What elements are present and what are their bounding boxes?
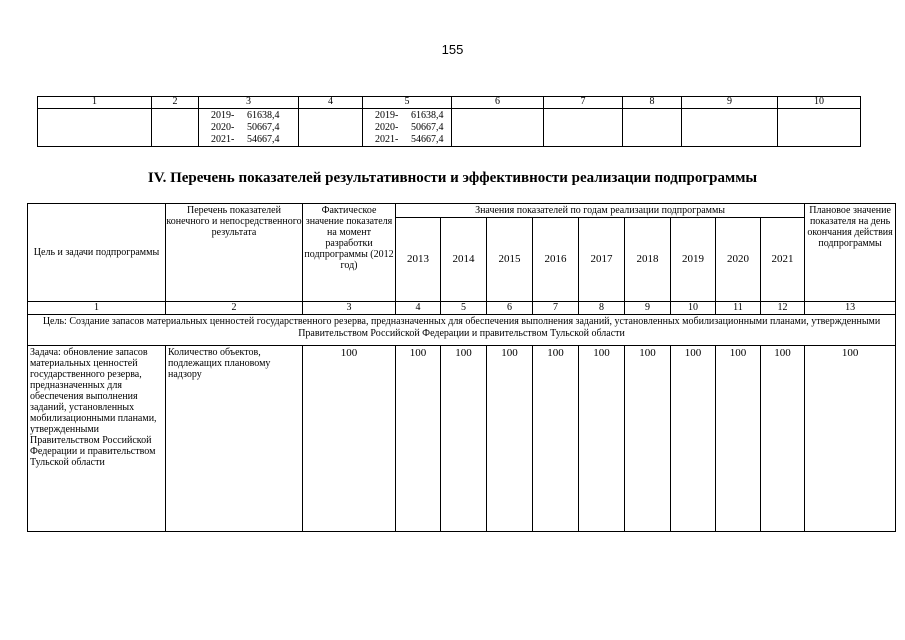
continuation-data-row xyxy=(38,109,861,147)
col-number: 4 xyxy=(299,97,363,109)
funding-line: 2021- 54667,4 xyxy=(211,134,280,145)
cell-empty xyxy=(38,109,152,147)
header-values-by-year: Значения показателей по годам реализации подпрограммы xyxy=(396,204,805,218)
col-number: 12 xyxy=(761,302,805,315)
section-title: IV. Перечень показателей результативности и эффективности реализации подпрограммы xyxy=(147,170,758,186)
col-number: 6 xyxy=(452,97,544,109)
col-number: 7 xyxy=(544,97,623,109)
funding-values-col3 xyxy=(199,109,299,147)
year-value: 100 xyxy=(579,346,625,532)
year-header: 2013 xyxy=(396,218,441,302)
cell-empty xyxy=(152,109,199,147)
funding-line: 2019- 61638,4 xyxy=(211,110,280,121)
header-goal: Цель и задачи подпрограммы xyxy=(28,204,166,302)
actual-value: 100 xyxy=(303,346,396,532)
header-row xyxy=(28,204,896,218)
year-value: 100 xyxy=(396,346,441,532)
col-number: 5 xyxy=(441,302,487,315)
cell-empty xyxy=(452,109,544,147)
header-actual-value: Фактическое значение показателя на момент разработки подпрограммы (2012 год) xyxy=(303,204,396,302)
col-number: 4 xyxy=(396,302,441,315)
year-header: 2015 xyxy=(487,218,533,302)
cell-empty xyxy=(623,109,682,147)
col-number: 1 xyxy=(38,97,152,109)
task-row xyxy=(28,346,896,532)
year-header: 2014 xyxy=(441,218,487,302)
continuation-header-row xyxy=(38,97,861,109)
year-header: 2016 xyxy=(533,218,579,302)
col-number: 10 xyxy=(671,302,716,315)
year-header: 2020 xyxy=(716,218,761,302)
col-number: 10 xyxy=(778,97,861,109)
year-value: 100 xyxy=(533,346,579,532)
goal-text: Цель: Создание запасов материальных ценностей государственного резерва, предназначенных для обеспечения выполнения заданий, установленных мобилизационными планами, утвержденными Правительством Российской Федерации и правительством Тульской области xyxy=(28,315,896,346)
goal-row xyxy=(28,315,896,346)
col-number: 1 xyxy=(28,302,166,315)
year-value: 100 xyxy=(761,346,805,532)
indicator-text: Количество объектов, подлежащих плановому надзору xyxy=(166,346,303,532)
col-number: 11 xyxy=(716,302,761,315)
header-planned-value: Плановое значение показателя на день окончания действия подпрограммы xyxy=(805,204,896,302)
task-text: Задача: обновление запасов материальных ценностей государственного резерва, предназначенных для обеспечения выполнения заданий, установленных мобилизационными планами, утвержденными Правительством Российской Федерации и правительством Тульской области xyxy=(28,346,166,532)
col-number: 8 xyxy=(579,302,625,315)
cell-empty xyxy=(299,109,363,147)
cell-empty xyxy=(682,109,778,147)
year-header: 2017 xyxy=(579,218,625,302)
continuation-table xyxy=(37,96,861,147)
page-number: 155 xyxy=(441,42,464,57)
year-header: 2018 xyxy=(625,218,671,302)
year-value: 100 xyxy=(716,346,761,532)
funding-line: 2021- 54667,4 xyxy=(375,134,444,145)
col-number: 13 xyxy=(805,302,896,315)
year-value: 100 xyxy=(441,346,487,532)
col-number: 3 xyxy=(303,302,396,315)
funding-line: 2020- 50667,4 xyxy=(211,122,280,133)
year-value: 100 xyxy=(625,346,671,532)
cell-empty xyxy=(778,109,861,147)
col-number: 2 xyxy=(152,97,199,109)
funding-line: 2020- 50667,4 xyxy=(375,122,444,133)
cell-empty xyxy=(544,109,623,147)
indicators-table xyxy=(27,203,896,532)
col-number: 6 xyxy=(487,302,533,315)
col-number: 9 xyxy=(682,97,778,109)
col-number: 5 xyxy=(363,97,452,109)
funding-line: 2019- 61638,4 xyxy=(375,110,444,121)
header-indicators: Перечень показателей конечного и непосредственного результата xyxy=(166,204,303,302)
year-value: 100 xyxy=(487,346,533,532)
year-header: 2021 xyxy=(761,218,805,302)
col-number: 3 xyxy=(199,97,299,109)
col-number: 8 xyxy=(623,97,682,109)
funding-values-col5 xyxy=(363,109,452,147)
col-number: 9 xyxy=(625,302,671,315)
year-header: 2019 xyxy=(671,218,716,302)
col-number: 2 xyxy=(166,302,303,315)
column-number-row xyxy=(28,302,896,315)
col-number: 7 xyxy=(533,302,579,315)
planned-value: 100 xyxy=(805,346,896,532)
year-value: 100 xyxy=(671,346,716,532)
